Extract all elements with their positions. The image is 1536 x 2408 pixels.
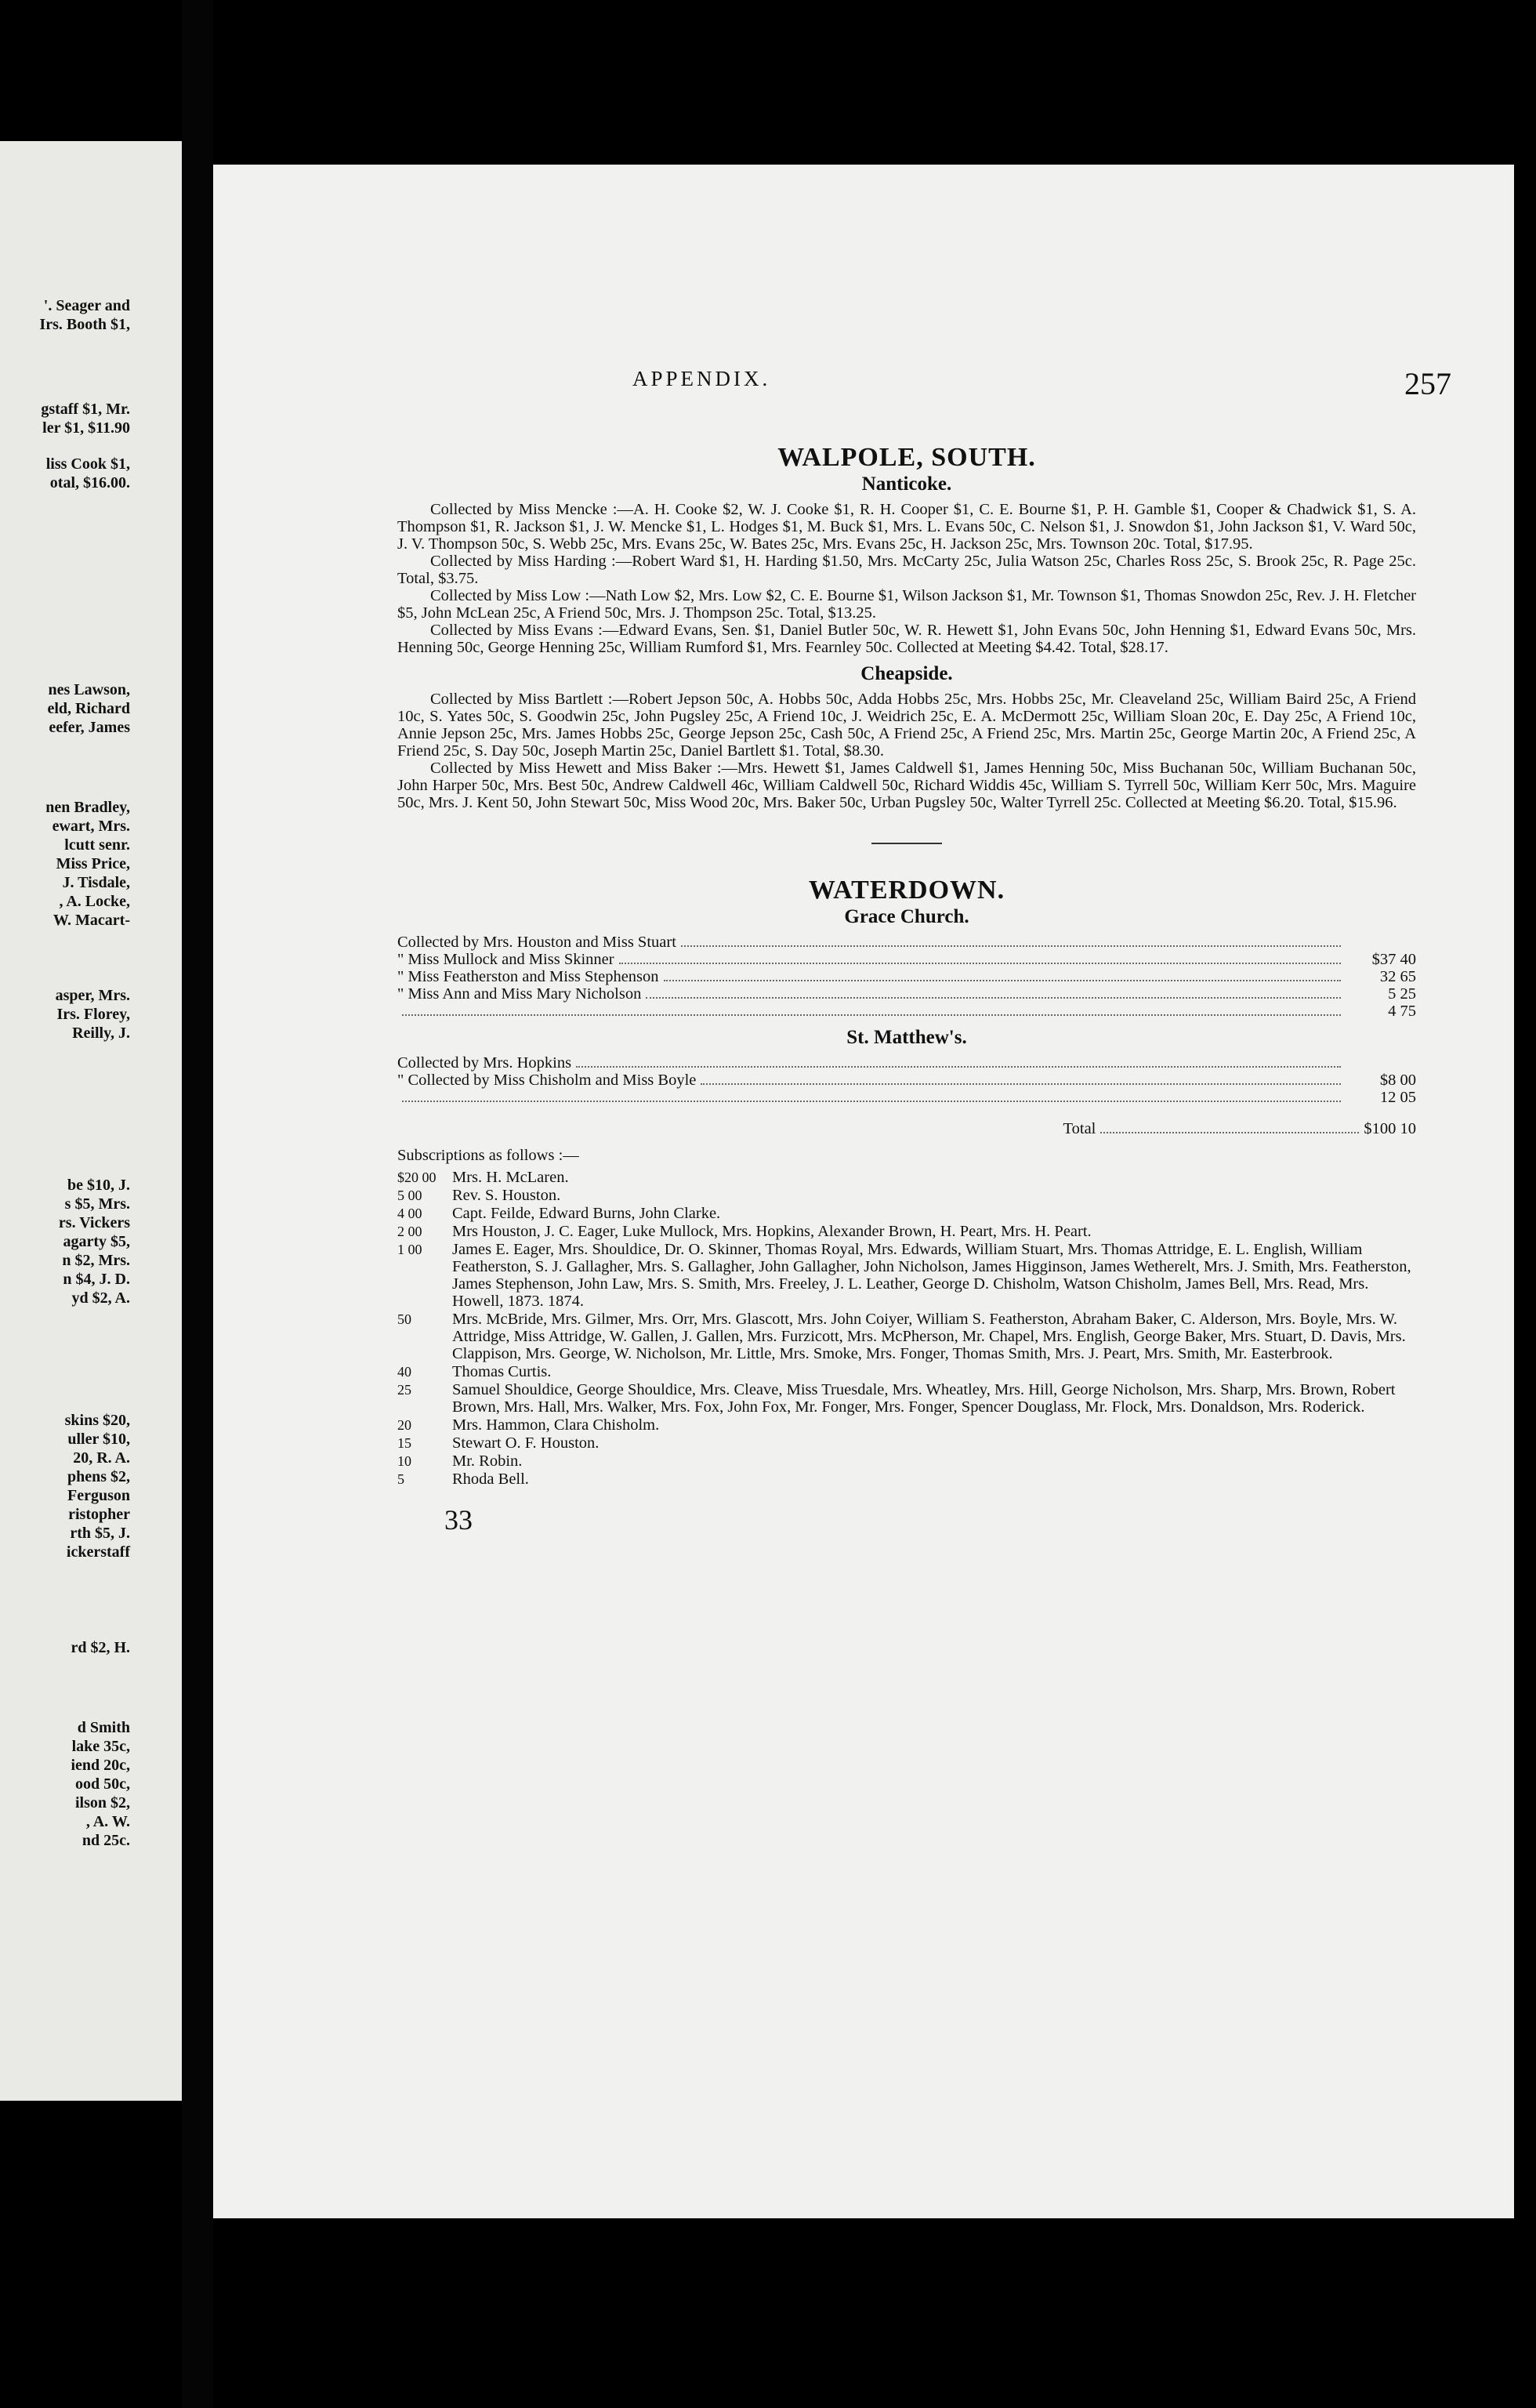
entry-label: " Miss Ann and Miss Mary Nicholson: [397, 985, 642, 1003]
folio-number: 33: [444, 1504, 473, 1536]
left-page-line: nes Lawson,: [48, 681, 130, 698]
left-page-line: yd $2, A.: [71, 1289, 130, 1307]
subscription-row: [397, 1205, 1416, 1222]
entry-amount: $37 40: [1371, 951, 1416, 968]
entry-amount: 12 05: [1379, 1089, 1416, 1106]
subscription-row: [397, 1434, 1416, 1452]
left-page-line: d Smith: [77, 1719, 130, 1736]
subscription-amount: 25: [397, 1382, 411, 1398]
left-page-line: liss Cook $1,: [45, 455, 130, 473]
dot-leader: [402, 1090, 1341, 1102]
left-page-line: nen Bradley,: [45, 799, 130, 816]
ledger-entry: [397, 934, 1416, 951]
left-page-line: lake 35c,: [71, 1738, 130, 1755]
left-page-line: ickerstaff: [66, 1543, 130, 1561]
left-page-line: phens $2,: [67, 1468, 130, 1485]
left-page-line: skins $20,: [64, 1412, 130, 1429]
subscription-names: James E. Eager, Mrs. Shouldice, Dr. O. Skinner, Thomas Royal, Mrs. Edwards, William Stuart, Mrs. Thomas Attridge, E. L. English, William Featherston, S. J. Gallagher, Mrs. S. Gallagher, John Gallagher, John Nicholson, James Higginson, James Wetherelt, Mrs. J. Smith, Mrs. Featherston, James Stephenson, John Law, Mrs. S. Smith, Mrs. Freeley, J. L. Leather, George D. Chisholm, Watson Chisholm, James Bell, Mrs. Read, Mrs. Howell, 1873. 1874.: [452, 1241, 1411, 1310]
subscription-row: [397, 1471, 1416, 1488]
left-page-line: Reilly, J.: [72, 1024, 130, 1042]
subscription-names: Thomas Curtis.: [452, 1363, 552, 1380]
subscription-names: Mrs. McBride, Mrs. Gilmer, Mrs. Orr, Mrs. Glascott, Mrs. John Coiyer, William S. Featherston, Abraham Baker, C. Alderson, Mrs. Boyle, Mrs. W. Attridge, Miss Attridge, W. Gallen, J. Gallen, Mrs. Furzicott, Mrs. McPherson, Mr. Chapel, Mrs. English, George Baker, Mrs. Stuart, D. Davis, Mrs. Clappison, Mrs. George, W. Nicholson, Mr. Little, Mrs. Smoke, Mrs. Fonger, Thomas Smith, Mrs. J. Peart, Mrs. Smith, Mr. Easterbrook.: [452, 1311, 1406, 1362]
subscription-names: Capt. Feilde, Edward Burns, John Clarke.: [452, 1205, 721, 1222]
subscription-names: Stewart O. F. Houston.: [452, 1434, 600, 1452]
left-page-line: W. Macart-: [53, 912, 130, 929]
left-page-line: eld, Richard: [47, 700, 130, 717]
book-spine: [182, 0, 213, 2408]
subscription-amount: 5: [397, 1471, 404, 1487]
left-page-line: lcutt senr.: [64, 836, 130, 854]
collection-paragraph: Collected by Miss Mencke :—A. H. Cooke $2, W. J. Cooke $1, R. H. Cooper $1, C. E. Bourne $1, P. H. Gamble $1, Cooper & Chadwick $1, S. A. Thompson $1, R. Jackson $1, J. W. Mencke $1, L. Hodges $1, M. Buck $1, Mrs. L. Evans 50c, C. Nelson $1, J. Snowdon $1, John Jackson $1, V. Ward 50c, J. V. Thompson 50c, S. Webb 25c, Mrs. Evans 25c, W. Bates 25c, Mrs. Evans 25c, H. Jackson 25c, Mrs. Townson 20c. Total, $17.95.: [397, 501, 1416, 553]
subscription-names: Mrs Houston, J. C. Eager, Luke Mullock, Mrs. Hopkins, Alexander Brown, H. Peart, Mrs. H. Peart.: [452, 1223, 1092, 1240]
total-label: Total: [1063, 1120, 1096, 1137]
subscription-row: [397, 1169, 1416, 1186]
left-page-line: asper, Mrs.: [55, 987, 130, 1004]
left-page-line: ilson $2,: [74, 1794, 130, 1811]
subscription-row: [397, 1311, 1416, 1362]
collection-paragraph: Collected by Miss Low :—Nath Low $2, Mrs. Low $2, C. E. Bourne $1, Wilson Jackson $1, Mr. Townson $1, Thomas Snowdon 25c, Rev. J. H. Fletcher $5, John McLean 25c, A Friend 50c, Mrs. J. Thompson 25c. Total, $13.25.: [397, 587, 1416, 622]
left-page-line: ristopher: [68, 1506, 130, 1523]
entry-amount: 32 65: [1379, 968, 1416, 985]
section-title-walpole: WALPOLE, SOUTH.: [777, 443, 1036, 472]
subsection-title-grace-church: Grace Church.: [844, 906, 969, 927]
left-page-line: Irs. Florey,: [56, 1006, 130, 1023]
subscription-amount: 2 00: [397, 1224, 422, 1239]
section-title-waterdown: WATERDOWN.: [808, 876, 1005, 905]
left-page-line: 20, R. A.: [73, 1449, 130, 1467]
dot-leader: [664, 969, 1341, 981]
left-page-line: Irs. Booth $1,: [39, 316, 130, 333]
subsection-title-nanticoke: Nanticoke.: [861, 473, 952, 495]
subscription-names: Mrs. H. McLaren.: [452, 1169, 569, 1186]
grace-church-entries: [397, 934, 1416, 1020]
dot-leader: [646, 986, 1341, 999]
subscriptions-heading: Subscriptions as follows :—: [397, 1147, 579, 1164]
left-page-line: otal, $16.00.: [49, 474, 130, 491]
left-page-line: eefer, James: [49, 719, 130, 736]
entry-label: Collected by Mrs. Hopkins: [397, 1054, 572, 1072]
entry-label: Collected by Mrs. Houston and Miss Stuart: [397, 934, 676, 951]
left-page-line: n $4, J. D.: [63, 1271, 130, 1288]
collection-paragraph: Collected by Miss Bartlett :—Robert Jepson 50c, A. Hobbs 50c, Adda Hobbs 25c, Mrs. Hobbs 25c, Mr. Cleaveland 25c, William Baird 25c, A Friend 10c, S. Yates 50c, S. Goodwin 25c, John Pugsley 25c, A Friend 10c, J. Weidrich 25c, E. A. McDermott 25c, William Sloan 20c, E. Day 25c, A Friend 10c, Annie Jepson 25c, Mrs. James Hobbs 25c, George Jepson 25c, Cash 50c, A Friend 25c, A Friend 25c, Mrs. Martin 25c, George Martin 20c, A Friend 25c, A Friend 25c, S. Day 50c, Joseph Martin 25c, Daniel Bartlett $1. Total, $8.30.: [397, 691, 1416, 760]
page-header: [213, 367, 1451, 414]
ledger-entry: [397, 968, 1416, 985]
dot-leader: [681, 934, 1341, 947]
left-page-line: , A. Locke,: [59, 893, 130, 910]
left-page-line: '. Seager and: [43, 297, 130, 314]
left-page-line: Miss Price,: [56, 855, 130, 872]
section-divider: [871, 843, 942, 844]
left-page-line: be $10, J.: [67, 1177, 130, 1194]
subscription-amount: 4 00: [397, 1206, 422, 1221]
entry-amount: 4 75: [1388, 1003, 1416, 1020]
subscription-amount: 5 00: [397, 1188, 422, 1203]
subscription-row: [397, 1363, 1416, 1380]
collection-paragraph: Collected by Miss Hewett and Miss Baker :—Mrs. Hewett $1, James Caldwell $1, James Henning 50c, Miss Buchanan 50c, William Buchanan 50c, John Harper 50c, Mrs. Best 50c, Andrew Caldwell 46c, William Caldwell 50c, Richard Widdis 45c, William S. Tyrrell 50c, William Kerr 50c, Mrs. Maguire 50c, Mrs. J. Kent 50, John Stewart 50c, Miss Wood 20c, Mrs. Baker 50c, Urban Pugsley 50c, Walter Tyrrell 25c. Collected at Meeting $6.20. Total, $15.96.: [397, 760, 1416, 811]
left-page-line: rd $2, H.: [71, 1639, 130, 1656]
dot-leader: [701, 1072, 1341, 1085]
running-title: APPENDIX.: [632, 367, 771, 390]
subscription-amount: 1 00: [397, 1242, 422, 1257]
ledger-entry: [397, 1089, 1416, 1106]
left-page-line: ood 50c,: [75, 1775, 130, 1793]
ledger-entry: [397, 1003, 1416, 1020]
left-page-line: s $5, Mrs.: [64, 1195, 130, 1213]
left-page-line: gstaff $1, Mr.: [41, 401, 130, 418]
collection-paragraph: Collected by Miss Harding :—Robert Ward $1, H. Harding $1.50, Mrs. McCarty 25c, Julia Watson 25c, Charles Ross 25c, S. Brook 25c, R. Page 25c. Total, $3.75.: [397, 553, 1416, 587]
page-number: 257: [1404, 366, 1451, 401]
subscription-amount: 50: [397, 1311, 411, 1327]
left-page-line: , A. W.: [85, 1813, 130, 1830]
subscription-names: Samuel Shouldice, George Shouldice, Mrs. Cleave, Miss Truesdale, Mrs. Wheatley, Mrs. Hill, George Nicholson, Mrs. Sharp, Mrs. Brown, Robert Brown, Mrs. Hall, Mrs. Walker, Mrs. Fox, John Fox, Mr. Fonger, Mrs. Fonger, Spencer Douglass, Mr. Flock, Mrs. Donaldson, Mrs. Roderick.: [452, 1381, 1396, 1416]
page-content: [397, 435, 1416, 1536]
nanticoke-paragraphs: [397, 501, 1416, 656]
dot-leader: [619, 952, 1341, 964]
left-page-line: Ferguson: [67, 1487, 130, 1504]
subscription-names: Rev. S. Houston.: [452, 1187, 561, 1204]
subscription-names: Mrs. Hammon, Clara Chisholm.: [452, 1416, 660, 1434]
ledger-entry: [397, 951, 1416, 968]
subscription-row: [397, 1416, 1416, 1434]
entry-amount: $8 00: [1379, 1072, 1416, 1089]
left-page-line: uller $10,: [67, 1431, 130, 1448]
dot-leader: [576, 1055, 1341, 1068]
ledger-entry: [397, 985, 1416, 1003]
ledger-entry: [397, 1054, 1416, 1072]
left-page-line: ewart, Mrs.: [52, 818, 130, 835]
total-amount: $100 10: [1364, 1120, 1416, 1137]
left-page-line: ler $1, $11.90: [42, 419, 130, 437]
subscription-row: [397, 1241, 1416, 1310]
subscription-amount: 15: [397, 1435, 411, 1451]
total-line: [397, 1120, 1416, 1137]
cheapside-paragraphs: [397, 691, 1416, 811]
left-page-line: rth $5, J.: [70, 1525, 130, 1542]
left-page-line: rs. Vickers: [58, 1214, 130, 1231]
subscription-amount: $20 00: [397, 1170, 437, 1185]
subscription-row: [397, 1223, 1416, 1240]
subscription-names: Mr. Robin.: [452, 1452, 523, 1470]
dot-leader: [1100, 1121, 1359, 1133]
subscription-row: [397, 1452, 1416, 1470]
subsection-title-st-matthews: St. Matthew's.: [846, 1027, 967, 1048]
left-page-line: agarty $5,: [63, 1233, 130, 1250]
subscription-row: [397, 1381, 1416, 1416]
ledger-entry: [397, 1072, 1416, 1089]
subscription-amount: 20: [397, 1417, 411, 1433]
left-page-line: J. Tisdale,: [62, 874, 130, 891]
left-page-line: nd 25c.: [82, 1832, 130, 1849]
collection-paragraph: Collected by Miss Evans :—Edward Evans, Sen. $1, Daniel Butler 50c, W. R. Hewett $1, John Evans 50c, John Henning $1, Edward Evans 50c, Mrs. Henning 50c, George Henning 25c, William Rumford $1, Mrs. Fearnley 50c. Collected at Meeting $4.42. Total, $28.17.: [397, 622, 1416, 656]
entry-amount: 5 25: [1388, 985, 1416, 1003]
left-page-fragment: [0, 141, 182, 2101]
subscription-row: [397, 1187, 1416, 1204]
left-page-line: iend 20c,: [71, 1757, 130, 1774]
subsection-title-cheapside: Cheapside.: [860, 663, 953, 684]
entry-label: " Collected by Miss Chisholm and Miss Boyle: [397, 1072, 697, 1089]
dot-leader: [402, 1003, 1341, 1016]
subscription-amount: 40: [397, 1364, 411, 1380]
subscriptions-list: [397, 1169, 1416, 1488]
st-matthews-entries: [397, 1054, 1416, 1106]
subscription-amount: 10: [397, 1453, 411, 1469]
entry-label: " Miss Featherston and Miss Stephenson: [397, 968, 659, 985]
entry-label: " Miss Mullock and Miss Skinner: [397, 951, 614, 968]
subscription-names: Rhoda Bell.: [452, 1471, 529, 1488]
left-page-line: n $2, Mrs.: [62, 1252, 130, 1269]
